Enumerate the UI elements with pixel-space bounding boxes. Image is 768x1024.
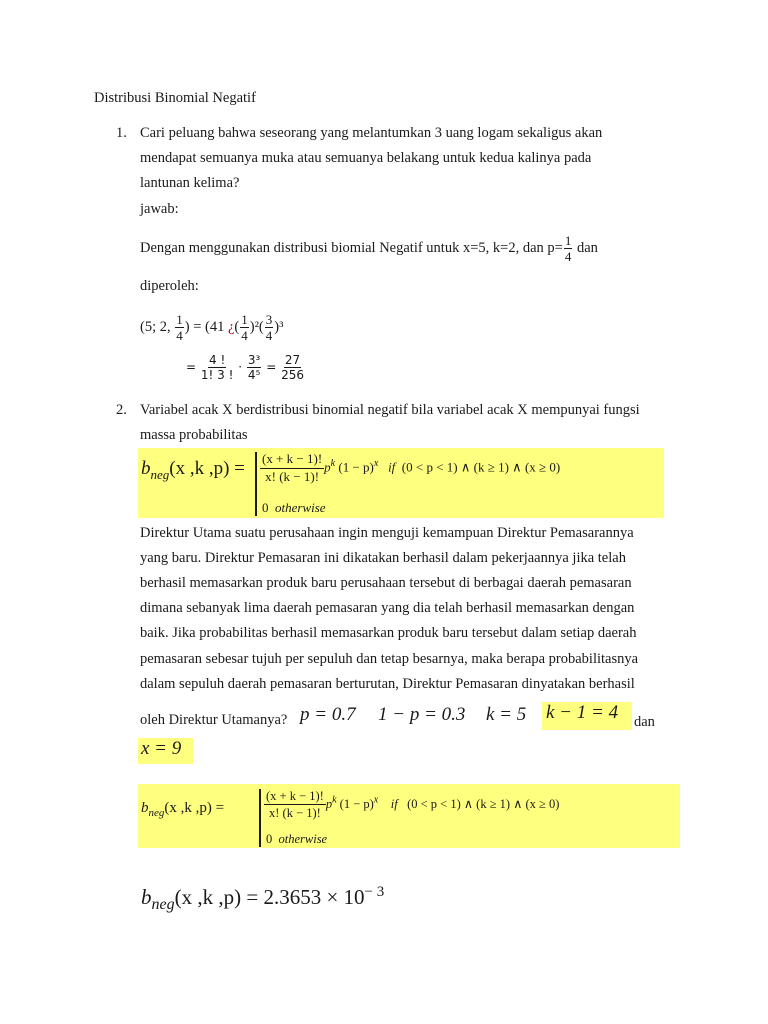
- q2-formula-1-lhs: [141, 458, 245, 483]
- q2-f1-body: [260, 452, 560, 485]
- q1-line-2: mendapat semuanya muka atau semuanya belakang untuk kedua kalinya pada: [140, 150, 592, 166]
- q1-f1-frac2: [240, 313, 249, 342]
- q1-f1-den1: 4: [176, 328, 183, 343]
- q2-f1-b: b: [141, 458, 151, 479]
- q2-f1-x: x: [373, 458, 379, 470]
- q1-f2-frac1: [201, 354, 234, 381]
- q1-intro-text: Dengan menggunakan distribusi biomial Negatif untuk x=5, k=2, dan p=: [140, 239, 563, 256]
- q1-intro-after: dan: [576, 239, 598, 256]
- q2-f2-otherwise-row: [266, 832, 327, 847]
- q2-f1-den: x! (k − 1)!: [265, 468, 320, 484]
- q1-f1-glyph: ¿: [227, 318, 235, 335]
- q2-para-2: yang baru. Direktur Pemasaran ini dikatakan berhasil dalam pekerjaannya jika telah: [140, 550, 626, 566]
- q2-p-value: p = 0.7: [300, 704, 356, 725]
- q2-x-value: x = 9: [138, 738, 193, 764]
- q1-line-1: Cari peluang bahwa seseorang yang melantumkan 3 uang logam sekaligus akan: [140, 125, 603, 141]
- q2-f1-k: k: [330, 458, 336, 470]
- q2-result: [141, 884, 384, 914]
- q2-f2-body: [264, 789, 559, 821]
- q2-result-val: = 2.3653 × 10: [246, 885, 365, 909]
- q2-f2-p: p: [325, 796, 333, 811]
- q1-intro-fraction: [564, 234, 573, 263]
- q2-k-minus-1: k − 1 = 4: [542, 702, 632, 730]
- q1-f2-frac3: [281, 354, 304, 381]
- q2-dan: dan: [634, 714, 655, 730]
- q2-f2-otherwise: otherwise: [278, 832, 328, 846]
- q2-result-args: (x ,k ,p): [174, 885, 242, 909]
- q2-one-minus-p: 1 − p = 0.3: [378, 704, 466, 725]
- q1-f1-open: (5; 2,: [140, 318, 171, 335]
- q2-para-5: baik. Jika probabilitas berhasil memasarkan produk baru tersebut dalam setiap daerah: [140, 625, 637, 641]
- q1-jawab: jawab:: [140, 201, 179, 217]
- q2-f2-frac: [264, 789, 326, 821]
- q2-f2-k: k: [332, 794, 337, 806]
- q2-f2-cond: (0 < p < 1) ∧ (k ≥ 1) ∧ (x ≥ 0): [407, 796, 560, 811]
- q2-k-value: k = 5: [486, 704, 527, 725]
- q2-f1-bar: [255, 452, 257, 516]
- q2-f2-args: (x ,k ,p) =: [164, 800, 225, 816]
- q2-f1-if: if: [388, 459, 396, 475]
- q2-line-2: massa probabilitas: [140, 427, 248, 443]
- q2-result-b: b: [141, 885, 152, 909]
- q2-line-1: Variabel acak X berdistribusi binomial negatif bila variabel acak X mempunyai fungsi: [140, 402, 640, 418]
- q1-diperoleh: diperoleh:: [140, 278, 199, 294]
- q1-f2-eq: =: [186, 360, 197, 374]
- q2-f2-zero: 0: [266, 832, 273, 846]
- q1-f2-num3: 27: [284, 353, 301, 367]
- q1-f1-frac3: [265, 313, 274, 342]
- q2-f1-num: (x + k − 1)!: [260, 452, 324, 469]
- q2-f1-cond: (0 < p < 1) ∧ (k ≥ 1) ∧ (x ≥ 0): [401, 459, 561, 475]
- q2-f2-sub: neg: [148, 807, 165, 819]
- q2-f1-sub: neg: [150, 466, 170, 482]
- q2-f2-bar: [259, 789, 261, 847]
- q2-para-3: berhasil memasarkan produk baru perusahaan tersebut di berbagai daerah pemasaran: [140, 575, 632, 591]
- q1-intro: [140, 234, 598, 263]
- q1-formula-1: [140, 313, 283, 342]
- q1-f1-num2: 1: [241, 312, 248, 327]
- q1-f1-num3: 3: [265, 312, 273, 327]
- q2-para-7: dalam sepuluh daerah pemasaran berturutan, Direktur Pemasaran dinyatakan berhasil: [140, 676, 635, 692]
- q1-number: 1.: [116, 125, 127, 141]
- q1-f1-frac1: [175, 313, 184, 342]
- q1-f2-den2: 4⁵: [247, 368, 261, 382]
- q1-f1-den2: 4: [241, 328, 248, 343]
- q2-f1-otherwise-row: [262, 500, 326, 516]
- q1-f2-num1: 4 !: [209, 353, 226, 367]
- q1-f2-frac2: [247, 354, 261, 381]
- q2-result-sub: neg: [151, 896, 175, 914]
- q2-f1-zero: 0: [262, 500, 269, 515]
- q1-f1-mid: ) = (41: [184, 318, 225, 335]
- q2-f1-rest: (1 − p): [338, 459, 374, 475]
- q1-f2-den3: 256: [281, 368, 304, 382]
- q2-para-1: Direktur Utama suatu perusahaan ingin menguji kemampuan Direktur Pemasarannya: [140, 525, 634, 541]
- q1-f2-dot: ·: [238, 360, 243, 374]
- q2-f2-den: x! (k − 1)!: [269, 806, 321, 821]
- q2-f2-num: (x + k − 1)!: [264, 789, 326, 805]
- q2-last-line: oleh Direktur Utamanya?: [140, 712, 288, 728]
- q1-f2-num2: 3³: [247, 353, 261, 367]
- q1-f2-den1: 1! 3 !: [200, 368, 234, 382]
- q2-number: 2.: [116, 402, 127, 418]
- q2-f1-frac: [260, 452, 324, 485]
- q1-intro-frac-num: 1: [564, 233, 572, 248]
- q2-f2-x: x: [373, 794, 379, 806]
- q2-formula-2-lhs: [141, 800, 224, 819]
- q2-f2-if: if: [390, 796, 398, 811]
- q2-f1-p: p: [324, 459, 331, 475]
- q2-f1-otherwise: otherwise: [275, 500, 326, 515]
- q1-f1-exp2: )³: [274, 318, 284, 335]
- q1-f2-eq2: =: [266, 360, 277, 374]
- q1-formula-2: [186, 354, 305, 381]
- q1-f1-paren: (: [234, 318, 240, 335]
- q2-para-6: pemasaran sebesar tujuh per sepuluh dan tetap besarnya, maka berapa probabilitasnya: [140, 651, 639, 667]
- q2-f1-args: (x ,k ,p) =: [169, 458, 245, 479]
- q1-f1-exp1: )²(: [249, 318, 264, 335]
- q2-f2-b: b: [141, 800, 149, 816]
- q1-f1-num1: 1: [176, 312, 183, 327]
- q2-para-4: dimana sebanyak lima daerah pemasaran yang dia telah berhasil memasarkan dengan: [140, 600, 635, 616]
- q1-intro-frac-den: 4: [564, 249, 572, 264]
- q1-line-3: lantunan kelima?: [140, 175, 240, 191]
- q1-f1-den3: 4: [265, 328, 273, 343]
- q2-result-exp: − 3: [364, 884, 385, 900]
- page-title: Distribusi Binomial Negatif: [94, 90, 256, 106]
- q2-f2-rest: (1 − p): [339, 796, 374, 811]
